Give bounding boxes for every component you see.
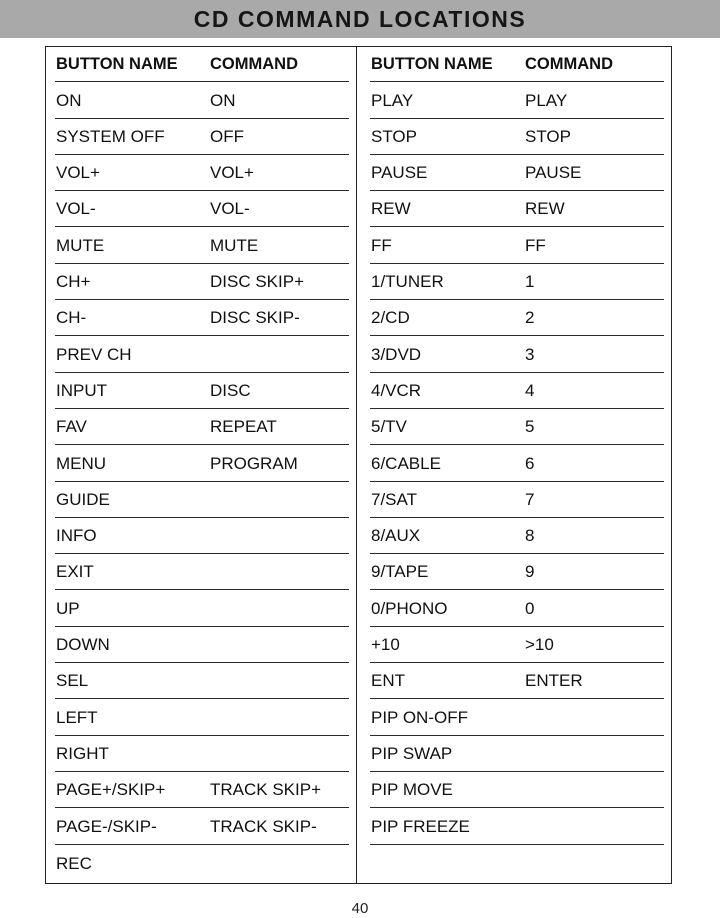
command-cell: 3 [525,344,535,364]
table-row [55,845,349,881]
command-cell: >10 [525,635,554,655]
command-cell: 2 [525,308,535,328]
table-row [370,264,664,300]
button-name-cell: PLAY [371,90,414,110]
table-row [55,300,349,336]
right-column [370,46,664,881]
table-row [55,119,349,155]
table-row [370,119,664,155]
command-cell: DISC [210,380,251,400]
command-cell: REW [525,199,565,219]
table-row [55,336,349,372]
command-cell: 0 [525,598,535,618]
command-cell: STOP [525,126,571,146]
button-name-cell: PIP SWAP [371,743,453,763]
command-cell: 4 [525,380,535,400]
header-command: COMMAND [210,55,298,74]
table-row [370,155,664,191]
table-row [370,699,664,735]
table-row [370,554,664,590]
button-name-cell: UP [56,598,80,618]
table-row [370,482,664,518]
header-command: COMMAND [525,55,613,74]
button-name-cell: LEFT [56,707,98,727]
table-row [55,663,349,699]
left-column [55,46,349,881]
table-row [55,264,349,300]
button-name-cell: 9/TAPE [371,562,429,582]
table-row [55,409,349,445]
table-row [370,808,664,844]
table-row [55,373,349,409]
command-cell: ENTER [525,671,583,691]
command-cell: PROGRAM [210,453,298,473]
table-row [370,336,664,372]
command-cell: OFF [210,126,244,146]
table-row [55,518,349,554]
button-name-cell: VOL- [56,199,96,219]
table-row [370,300,664,336]
header-button-name: BUTTON NAME [371,55,493,74]
command-cell: VOL- [210,199,250,219]
command-cell: PAUSE [525,163,582,183]
button-name-cell: RIGHT [56,743,109,763]
command-cell: TRACK SKIP+ [210,780,322,800]
table-row [55,808,349,844]
button-name-cell: STOP [371,126,417,146]
button-name-cell: 3/DVD [371,344,422,364]
command-cell: MUTE [210,235,259,255]
button-name-cell: ENT [371,671,405,691]
button-name-cell: INFO [56,526,97,546]
button-name-cell: MUTE [56,235,105,255]
table-row [370,663,664,699]
table-row [55,155,349,191]
button-name-cell: MENU [56,453,107,473]
table-row [55,445,349,481]
table-row [55,82,349,118]
table-row [370,227,664,263]
button-name-cell: FF [371,235,392,255]
table-row [370,373,664,409]
table-row [55,627,349,663]
button-name-cell: 7/SAT [371,489,417,509]
table-row [370,82,664,118]
command-cell: DISC SKIP+ [210,272,305,292]
button-name-cell: PIP ON-OFF [371,707,468,727]
command-cell: VOL+ [210,163,254,183]
button-name-cell: CH- [56,308,87,328]
button-name-cell: REW [371,199,411,219]
table-row [370,409,664,445]
button-name-cell: 6/CABLE [371,453,441,473]
header-row [55,46,349,82]
button-name-cell: PREV CH [56,344,132,364]
button-name-cell: PAGE-/SKIP- [56,816,157,836]
button-name-cell: SEL [56,671,89,691]
command-cell: 1 [525,272,535,292]
command-cell: 6 [525,453,535,473]
command-cell: REPEAT [210,417,277,437]
header-row [370,46,664,82]
table-row [370,445,664,481]
button-name-cell: DOWN [56,635,110,655]
button-name-cell: SYSTEM OFF [56,126,165,146]
table-row [55,590,349,626]
command-cell: DISC SKIP- [210,308,300,328]
table-row [370,845,664,881]
button-name-cell: VOL+ [56,163,100,183]
button-name-cell: 0/PHONO [371,598,448,618]
table-row [370,518,664,554]
button-name-cell: PIP MOVE [371,780,453,800]
button-name-cell: GUIDE [56,489,110,509]
button-name-cell: EXIT [56,562,94,582]
button-name-cell: 2/CD [371,308,410,328]
command-cell: FF [525,235,546,255]
header-button-name: BUTTON NAME [56,55,178,74]
page-number: 40 [351,900,369,917]
button-name-cell: INPUT [56,380,107,400]
table-row [55,482,349,518]
table-row [370,772,664,808]
command-cell: 9 [525,562,535,582]
command-cell: TRACK SKIP- [210,816,317,836]
button-name-cell: REC [56,853,92,873]
button-name-cell: ON [56,90,82,110]
column-divider [356,46,357,884]
command-cell: 5 [525,417,535,437]
page-title: CD COMMAND LOCATIONS [193,5,527,32]
button-name-cell: 4/VCR [371,380,422,400]
table-row [55,191,349,227]
table-row [55,772,349,808]
button-name-cell: 1/TUNER [371,272,444,292]
command-cell: PLAY [525,90,568,110]
button-name-cell: FAV [56,417,87,437]
button-name-cell: CH+ [56,272,91,292]
command-cell: 8 [525,526,535,546]
button-name-cell: PAUSE [371,163,428,183]
table-row [55,736,349,772]
table-row [370,191,664,227]
button-name-cell: PAGE+/SKIP+ [56,780,166,800]
command-cell: 7 [525,489,535,509]
table-row [370,590,664,626]
table-row [370,736,664,772]
table-row [55,554,349,590]
table-row [55,227,349,263]
button-name-cell: 5/TV [371,417,407,437]
table-row [55,699,349,735]
button-name-cell: 8/AUX [371,526,421,546]
title-bar [0,0,720,38]
button-name-cell: PIP FREEZE [371,816,470,836]
command-cell: ON [210,90,236,110]
table-row [370,627,664,663]
button-name-cell: +10 [371,635,400,655]
